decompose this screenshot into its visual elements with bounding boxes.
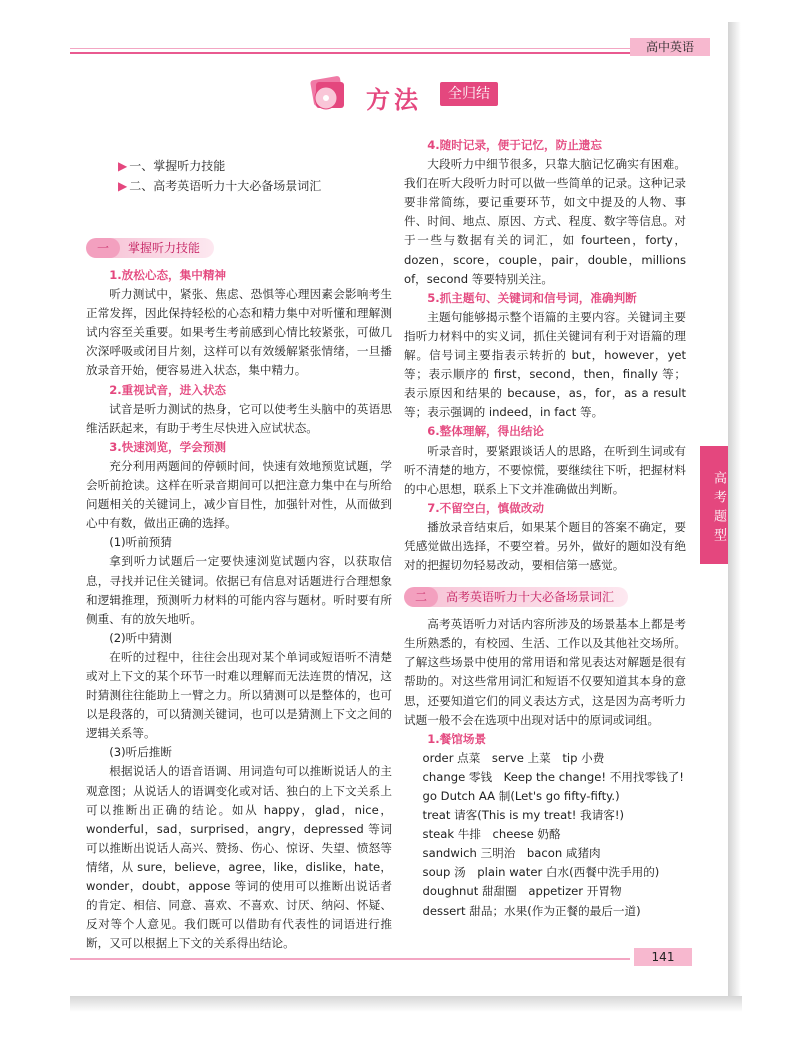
subheading: 5.抓主题句、关键词和信号词，准确判断 [427,290,637,305]
paragraph: 在听的过程中，往往会出现对某个单词或短语听不清楚或对上下文的某个环节一时难以理解而无法连贯的情况，这时猜测往往能助上一臂之力。所以猜测可以是整体的，也可以是段落的，可以猜测关键词，也可以是猜测上下文之间的逻辑关系等。 [86,649,392,741]
vocab-line: change 零钱 Keep the change! 不用找零钱了! [422,769,684,784]
footer-line [70,958,630,960]
toc-item-label: 二、高考英语听力十大必备场景词汇 [129,179,322,193]
paragraph: 听力测试中，紧张、焦虑、恐惧等心理因素会影响考生正常发挥，因此保持轻松的心态和精力集中对听懂和理解测试内容至关重要。如果考生考前感到心情比较紧张，可做几次深呼吸或闭目片刻，这样可以有效缓解紧张情绪，一旦播放录音开始，便容易进入状态，集中精力。 [86,287,392,378]
subheading: 2.重视试音，进入状态 [109,382,227,397]
paragraph: 根据说话人的语音语调、用词造句可以推断说话人的主观意图；从说话人的语调变化或对话、独白的上下文关系上可以推断出正确的结论。如从 happy，glad，nice，wonderful，sad，surprised，angry，depressed 等词可以推断出说话人高兴、赞扬、伤心、惊讶、失望、愤怒等情绪，从 sure，believe，agree，like，dislike，hate，wonder，doubt，appose 等词的使用可以推断出说话者的肯定、相信、同意、喜欢、不喜欢、讨厌、纳闷、怀疑、反对等个人意见。我们既可以借助有代表性的词语进行推断，又可以根据上下文的关系得出结论。 [86,764,392,951]
paren-heading: (1)听前预猜 [109,535,172,550]
triangle-icon: ▶ [118,159,128,173]
page-shadow-right [727,22,741,1012]
paragraph: 听录音时，要紧跟谈话人的思路，在听到生词或有听不清楚的地方，不要惊慌，要继续往下听，把握材料的中心思想，联系上下文并准确做出判断。 [404,443,686,496]
toc-item[interactable] [118,156,392,176]
paragraph: 主题句能够揭示整个语篇的主要内容。关键词主要指听力材料中的实义词，抓住关键词有利于对语篇的理解。信号词主要指表示转折的 but，however，yet 等；表示顺序的 first，second，then，finally 等；表示原因和结果的 because，as，for，as a result 等；表示强调的 indeed，in fact 等。 [404,309,686,420]
banner-subtitle: 全归结 [440,82,498,106]
subheading: 6.整体理解，得出结论 [427,424,545,439]
section-banner [294,68,514,124]
paragraph: 播放录音结束后，如果某个题目的答案不确定，要凭感觉做出选择，不要空着。另外，做好的题如没有绝对的把握切勿轻易改动，要相信第一感觉。 [404,519,686,573]
book-page [70,18,728,996]
paren-heading: (3)听后推断 [109,745,172,760]
section-2-title: 高考英语听力十大必备场景词汇 [426,587,628,607]
paragraph: 大段听力中细节很多，只靠大脑记忆确实有困难。我们在听大段听力时可以做一些简单的记录。这种记录要非常简练，要记重要环节，如文中提及的人物、事件、时间、地点、原因、方式、程度、数字等信息。对于一些与数据有关的词汇，如 fourteen，forty，dozen，score，couple，pair，double，millions of，second 等要特别关注。 [404,157,686,286]
subheading: 1.餐馆场景 [427,731,487,746]
subheading: 3.快速浏览，学会预测 [109,439,227,454]
vocab-line: soup 汤 plain water 白水(西餐中洗手用的) [422,865,660,880]
spacer [86,196,392,226]
section-1-body [86,266,392,953]
paragraph: 试音是听力测试的热身，它可以使考生头脑中的英语思维活跃起来，有助于考生尽快进入应试状态。 [86,401,392,435]
vocab-line: steak 牛排 cheese 奶酪 [422,827,561,842]
section-2-number: 二 [404,587,438,607]
vocab-line: order 点菜 serve 上菜 tip 小费 [422,750,605,765]
vocab-line: sandwich 三明治 bacon 咸猪肉 [422,846,601,861]
toc-item-label: 一、掌握听力技能 [129,159,226,173]
paren-heading: (2)听中猜测 [109,630,172,645]
left-column [86,156,392,953]
header-subject-tag: 高中英语 [630,38,710,56]
vocab-line: dessert 甜品；水果(作为正餐的最后一道) [422,903,641,918]
subheading: 7.不留空白，慎做改动 [427,500,545,515]
triangle-icon: ▶ [118,179,128,193]
section-1-number: 一 [86,238,120,258]
header-thin-line [70,48,630,49]
folder-cd-icon [306,72,350,112]
banner-title: 方法 [366,85,422,114]
paragraph: 高考英语听力对话内容所涉及的场景基本上都是考生所熟悉的，有校园、生活、工作以及其他社交场所。了解这些场景中使用的常用语和常见表达对解题是很有帮助的。对这些常用词汇和短语不仅要知道其本身的意思，还要知道它们的同义表达方式，这是因为高考听力试题一般不会在选项中出现对话中的原词或词组。 [404,617,686,727]
header-line [70,52,630,54]
subheading: 1.放松心态，集中精神 [109,268,227,282]
page-number: 141 [634,948,692,966]
section-2-heading [404,585,686,609]
page-shadow-bottom [70,996,742,1012]
paragraph: 拿到听力试题后一定要快速浏览试题内容，以获取信息，寻找并记住关键词。依据已有信息对话题进行合理想象和逻辑推理，预测听力材料的可能内容与题材。听时要有所侧重、有的放矢地听。 [86,554,392,626]
side-tab[interactable]: 高考题型 [700,446,728,564]
section-1-heading [86,236,392,260]
toc-item[interactable] [118,176,392,196]
subheading: 4.随时记录，便于记忆，防止遗忘 [427,138,602,152]
vocab-line: treat 请客(This is my treat! 我请客!) [422,808,625,823]
vocab-line: doughnut 甜甜圈 appetizer 开胃物 [422,884,622,899]
paragraph: 充分利用两题间的停顿时间，快速有效地预览试题，学会听前抢读。这样在听录音期间可以把注意力集中在与所给问题相关的关键词上，减少盲目性，加强针对性，从而做到心中有数，做出正确的选择。 [86,458,392,531]
section-1-title: 掌握听力技能 [108,238,214,258]
table-of-contents [118,156,392,196]
vocab-line: go Dutch AA 制(Let's go fifty-fifty.) [422,789,620,803]
header-bar [70,18,728,54]
right-column [404,136,686,921]
